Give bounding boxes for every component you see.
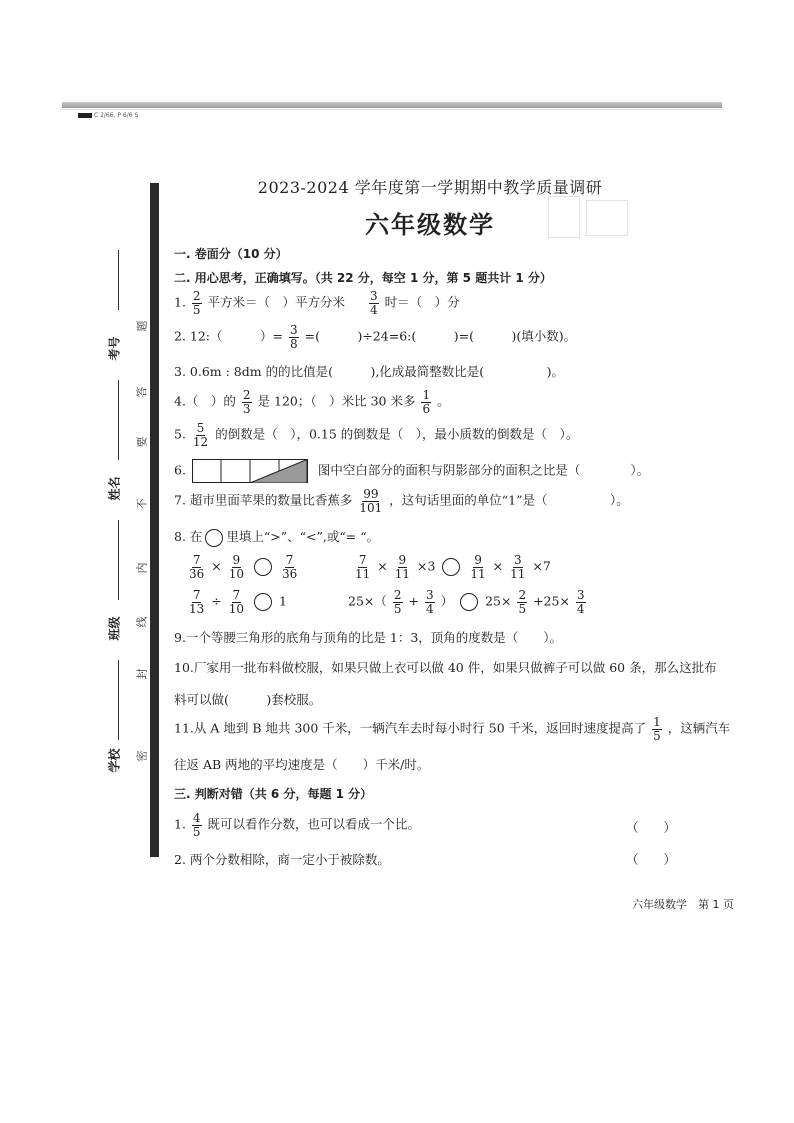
- fraction-numerator: 3: [513, 553, 522, 567]
- fraction-denominator: 4: [576, 601, 585, 616]
- fraction-denominator: 10: [228, 566, 245, 581]
- fraction-denominator: 5: [192, 824, 201, 839]
- fraction-denominator: 5: [192, 302, 201, 317]
- judgment-2: 2. 两个分数相除，商一定小于被除数。: [174, 852, 390, 867]
- q4-text-2: 是 120；（ ）米比 30 米多: [257, 393, 416, 409]
- q8-text-1: 8. 在: [174, 529, 203, 544]
- fraction: [393, 589, 403, 615]
- q6-number: 6.: [174, 462, 186, 478]
- fraction-numerator: 99: [363, 487, 379, 501]
- fraction: [354, 554, 371, 580]
- fraction-numerator: 2: [242, 388, 251, 402]
- fraction-numerator: 3: [576, 588, 585, 602]
- fraction-numerator: 3: [425, 588, 434, 602]
- fraction-denominator: 13: [189, 601, 205, 616]
- fraction-denominator: 6: [422, 401, 431, 416]
- fraction-numerator: 7: [285, 553, 294, 567]
- fraction-numerator: 1: [653, 715, 661, 729]
- fraction-numerator: 7: [358, 553, 367, 567]
- question-4: [174, 389, 450, 415]
- scan-tag-text: C 2/66, P 6/6 S: [94, 112, 139, 119]
- q8-a2-text-2: ×7: [532, 558, 551, 574]
- fraction-numerator: 2: [518, 588, 527, 602]
- fraction-denominator: 5: [653, 728, 661, 743]
- j2-answer-parens[interactable]: （ ）: [626, 852, 677, 867]
- q8-item-b1: [186, 589, 287, 615]
- fraction: [394, 554, 411, 580]
- fraction-numerator: 3: [289, 323, 298, 337]
- question-1: [174, 290, 460, 316]
- seal-char: 不: [135, 498, 149, 510]
- scan-tag: [78, 112, 138, 119]
- q8-text-2: 里填上“>”、“<”,或“= “。: [226, 529, 380, 544]
- q7-text-2: ，这句话里面的单位“1”是（ ）。: [389, 492, 629, 508]
- fraction: [188, 554, 205, 580]
- exam-subtitle: 六年级数学: [365, 211, 495, 239]
- name-label: 姓名: [107, 476, 122, 501]
- fraction-denominator: 5: [393, 601, 402, 616]
- fraction-numerator: 9: [398, 553, 407, 567]
- seal-char: 题: [135, 320, 149, 332]
- q8-item-b2: [348, 589, 588, 615]
- exam-title: 2023-2024 学年度第一学期期中教学质量调研: [257, 178, 603, 197]
- q8-item-a1: [186, 554, 300, 580]
- q2-text-2: =( )÷24=6:( )=( )(填小数)。: [304, 328, 577, 344]
- fraction-numerator: 7: [192, 553, 201, 567]
- scan-border-line: [62, 109, 722, 110]
- seal-char: 答: [135, 386, 149, 398]
- question-10-line-1: 10.厂家用一批布料做校服，如果只做上衣可以做 40 件，如果只做裤子可以做 60 条，那么这批布: [174, 660, 717, 675]
- page-footer: 六年级数学 第 1 页: [632, 898, 734, 911]
- fraction-denominator: 4: [370, 302, 378, 317]
- fraction-numerator: 1: [422, 388, 431, 402]
- fraction-numerator: 9: [232, 553, 241, 567]
- q7-text-1: 7. 超市里面苹果的数量比香蕉多: [174, 492, 353, 508]
- q8-b1-text: 1: [278, 593, 287, 609]
- q4-text-3: 。: [437, 393, 450, 409]
- fraction: [576, 589, 586, 615]
- compare-circle-icon[interactable]: [460, 593, 478, 611]
- fraction: [469, 554, 486, 580]
- j1-number: 1.: [174, 816, 186, 832]
- fraction-denominator: 11: [510, 566, 526, 581]
- question-8: [174, 527, 379, 547]
- fraction: [192, 422, 209, 448]
- school-label: 学校: [107, 748, 122, 773]
- fraction: [358, 488, 383, 514]
- fraction-denominator: 3: [242, 401, 251, 416]
- q8-b2-text-3: 25×: [485, 593, 512, 609]
- exam-no-label: 考号: [107, 336, 122, 361]
- q5-text: 的倒数是（ ），0.15 的倒数是（ ），最小质数的倒数是（ ）。: [215, 426, 579, 442]
- fraction-denominator: 11: [355, 566, 371, 581]
- exam-no-blank: [118, 250, 119, 310]
- fraction: [425, 589, 435, 615]
- q11-text-1: 11.从 A 地到 B 地共 300 千米，一辆汽车去时每小时行 50 千米，返回时速度提高了: [174, 720, 647, 736]
- seal-char: 封: [135, 668, 149, 680]
- fraction-numerator: 2: [393, 588, 402, 602]
- scan-mark: [78, 113, 92, 118]
- seal-char: 密: [135, 750, 149, 762]
- fraction: [188, 589, 205, 615]
- fraction-denominator: 11: [470, 566, 486, 581]
- q11-text-2: ，这辆汽车: [667, 720, 731, 736]
- fraction-numerator: 2: [192, 289, 201, 303]
- fraction-numerator: 7: [232, 588, 241, 602]
- q6-text: 图中空白部分的面积与阴影部分的面积之比是（ ）。: [317, 462, 650, 478]
- operator: ×: [211, 558, 222, 574]
- binding-bar: [150, 183, 159, 857]
- fraction: [421, 389, 431, 415]
- school-blank: [118, 660, 119, 740]
- fraction-numerator: 7: [192, 588, 201, 602]
- operator: ×: [492, 558, 504, 574]
- seal-char: 内: [135, 562, 149, 574]
- compare-circle-icon[interactable]: [442, 558, 460, 576]
- question-11-line-2: 往返 AB 两地的平均速度是（ ）千米/时。: [174, 757, 430, 772]
- seal-char: 线: [135, 616, 149, 628]
- question-11-line-1: [174, 716, 730, 742]
- fraction-numerator: 4: [192, 811, 201, 825]
- operator: ÷: [211, 593, 222, 609]
- class-blank: [118, 520, 119, 600]
- fraction: [509, 554, 526, 580]
- question-6: [174, 459, 649, 483]
- j1-text: 既可以看作分数，也可以看成一个比。: [207, 816, 421, 832]
- fraction: [192, 812, 202, 838]
- class-label: 班级: [107, 616, 122, 641]
- question-2: [174, 324, 576, 350]
- compare-circle-icon[interactable]: [254, 558, 272, 576]
- q2-text-1: 2. 12:（ ）=: [174, 328, 283, 344]
- q8-a2-text: ×3: [417, 558, 436, 574]
- q1-text-2: 时＝（ ）分: [384, 294, 460, 310]
- fraction-denominator: 101: [359, 500, 383, 515]
- fraction: [652, 716, 662, 742]
- fraction: [242, 389, 252, 415]
- question-5: [174, 422, 578, 448]
- name-blank: [118, 380, 119, 460]
- fraction-denominator: 8: [289, 336, 298, 351]
- q5-number: 5.: [174, 426, 186, 442]
- fraction-denominator: 36: [189, 566, 205, 581]
- shaded-rectangle-figure: [192, 459, 308, 483]
- fraction: [281, 554, 298, 580]
- fraction-denominator: 36: [281, 566, 298, 581]
- q8-b2-text-4: +25×: [533, 593, 570, 609]
- scan-border-top: [62, 102, 722, 108]
- q8-item-a2: [352, 554, 551, 580]
- question-7: [174, 488, 629, 514]
- fraction-denominator: 4: [425, 601, 434, 616]
- q1-number: 1.: [174, 294, 186, 310]
- fraction-denominator: 5: [518, 601, 527, 616]
- compare-circle-icon[interactable]: [205, 529, 223, 547]
- fraction: [369, 290, 379, 316]
- fraction-numerator: 9: [474, 553, 482, 567]
- fraction-numerator: 5: [196, 421, 205, 435]
- judgment-1: [174, 812, 420, 838]
- question-9: 9.一个等腰三角形的底角与顶角的比是 1：3，顶角的度数是（ ）。: [174, 630, 563, 645]
- fraction-numerator: 3: [370, 289, 378, 303]
- section-2-heading: 二. 用心思考，正确填写。（共 22 分，每空 1 分，第 5 题共计 1 分）: [174, 271, 552, 285]
- seal-char: 要: [135, 436, 149, 448]
- compare-circle-icon[interactable]: [254, 593, 272, 611]
- question-3: 3. 0.6m : 8dm 的的比值是( ),化成最简整数比是( )。: [174, 364, 565, 379]
- fraction-denominator: 10: [228, 601, 245, 616]
- q1-text-1: 平方米＝（ ）平方分米: [207, 294, 346, 310]
- fraction: [192, 290, 202, 316]
- fraction: [289, 324, 299, 350]
- j1-answer-parens[interactable]: （ ）: [626, 820, 677, 835]
- operator: ×: [377, 558, 388, 574]
- q8-b2-text-1: 25×（: [348, 593, 387, 609]
- fraction-denominator: 11: [394, 566, 411, 581]
- fraction: [228, 554, 245, 580]
- fraction: [517, 589, 527, 615]
- operator: +: [408, 593, 419, 609]
- section-1-heading: 一. 卷面分（10 分）: [174, 247, 288, 261]
- q4-text-1: 4.（ ）的: [174, 393, 236, 409]
- fraction-denominator: 12: [192, 434, 209, 449]
- section-3-heading: 三. 判断对错（共 6 分，每题 1 分）: [174, 787, 373, 801]
- fraction: [228, 589, 245, 615]
- question-10-line-2: 料可以做( )套校服。: [174, 692, 322, 707]
- q8-b2-text-2: ）: [440, 593, 454, 609]
